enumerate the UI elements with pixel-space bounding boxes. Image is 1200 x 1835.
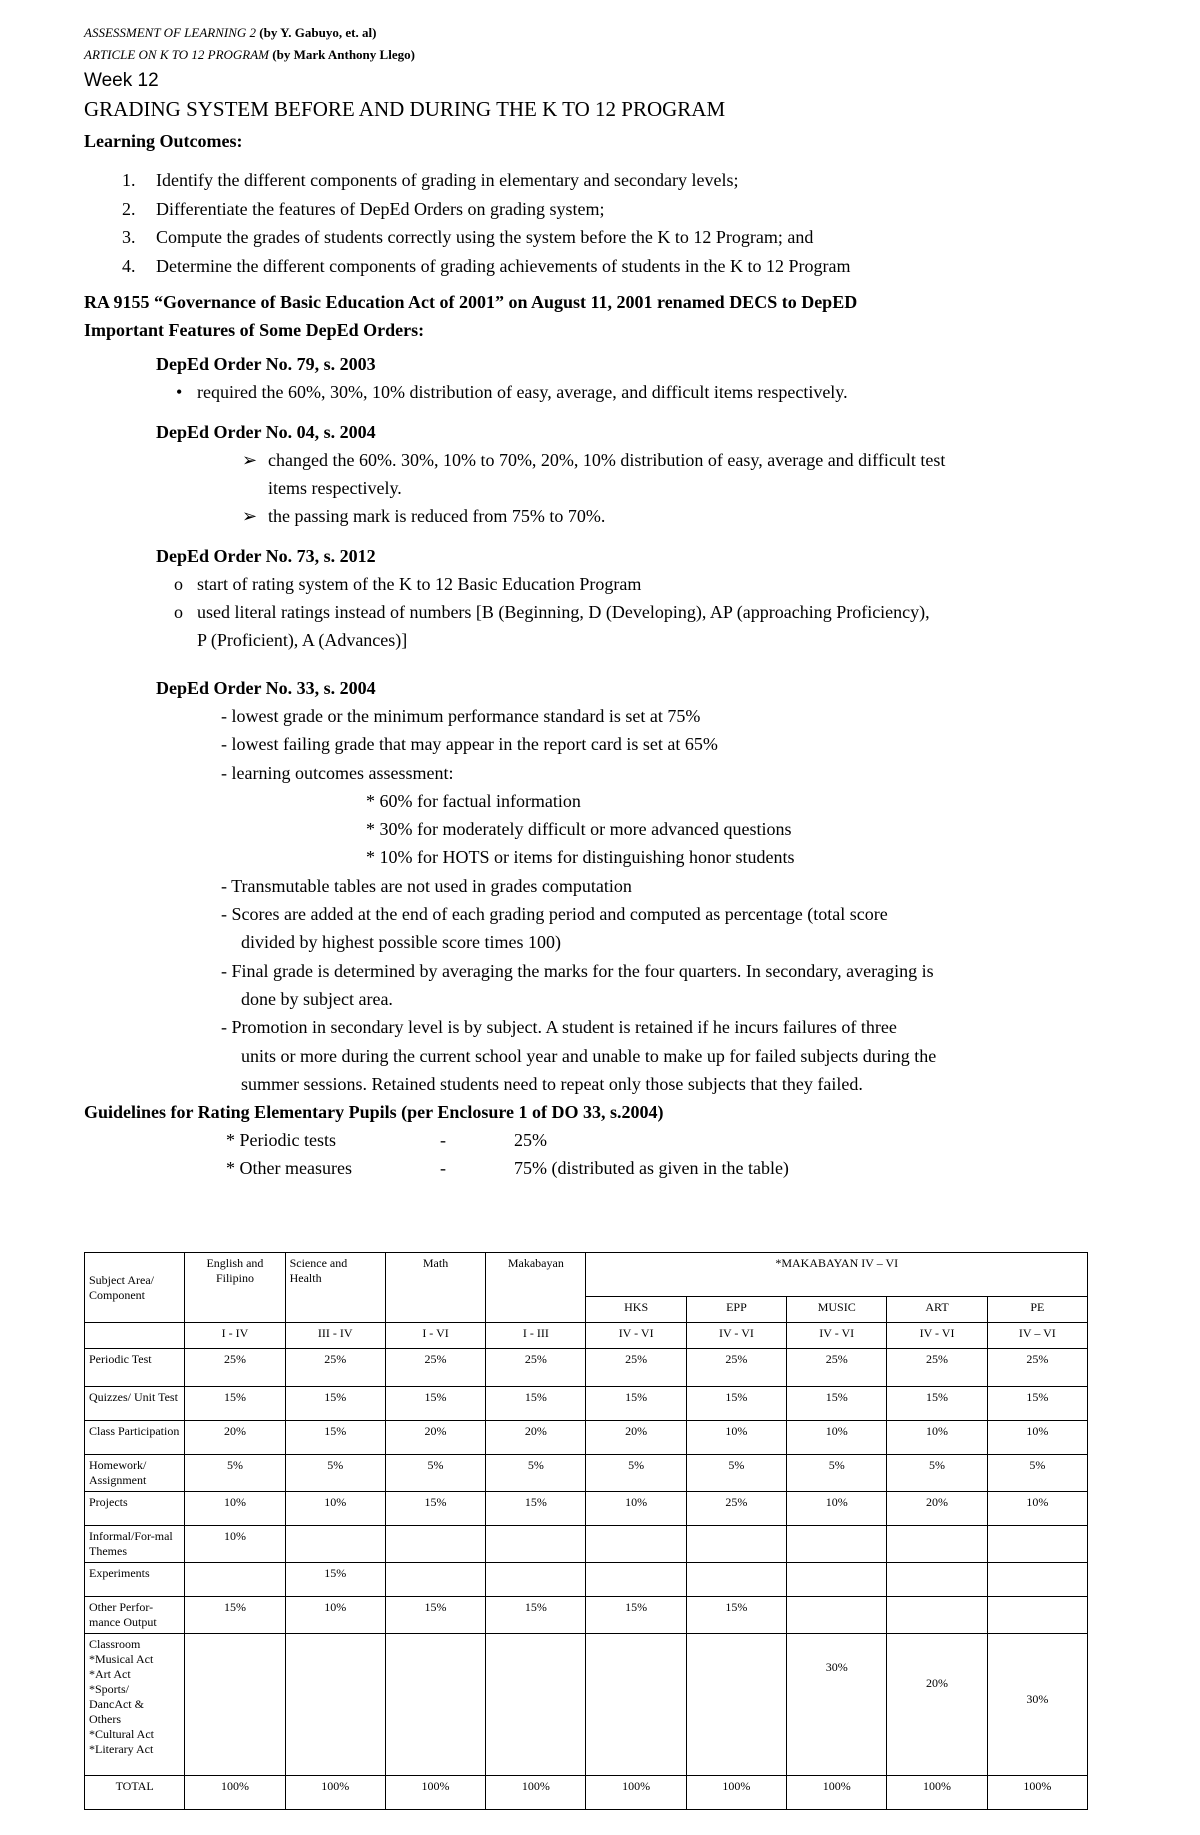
page-title: GRADING SYSTEM BEFORE AND DURING THE K TO 12 PROGRAM [84, 97, 726, 121]
item-number: 4. [122, 255, 136, 276]
row-label-line: *Literary Act [89, 1742, 154, 1756]
table-cell: 15% [385, 1387, 485, 1421]
table-row [85, 1349, 1088, 1387]
table-cell: 5% [787, 1455, 887, 1492]
table-cell: 15% [586, 1597, 686, 1634]
table-cell: 15% [987, 1387, 1087, 1421]
sub-rule-line: * 30% for moderately difficult or more advanced questions [366, 819, 792, 840]
item-text: Determine the different components of grading achievements of students in the K to 12 Program [156, 255, 851, 276]
guideline-value: 25% [514, 1130, 547, 1151]
table-cell: 100% [185, 1776, 285, 1810]
item-text: required the 60%, 30%, 10% distribution of easy, average, and difficult items respectively. [197, 382, 848, 402]
table-cell [586, 1563, 686, 1597]
table-cell [486, 1563, 586, 1597]
table-cell [85, 1323, 185, 1349]
table-cell: 100% [787, 1776, 887, 1810]
list-item-continuation [84, 474, 1124, 502]
table-cell: 25% [486, 1349, 586, 1387]
guideline-dash: - [440, 1158, 446, 1179]
table-cell [987, 1526, 1087, 1563]
table-cell: 100% [285, 1776, 385, 1810]
table-cell: 10% [185, 1526, 285, 1563]
table-cell: 100% [385, 1776, 485, 1810]
table-row [85, 1526, 1088, 1563]
rule-line-continuation: divided by highest possible score times 100) [241, 932, 561, 953]
guideline-row [84, 1126, 1124, 1154]
table-cell: 10% [185, 1492, 285, 1526]
article-author: (by Mark Anthony Llego) [272, 47, 415, 62]
list-item [84, 598, 1124, 626]
table-cell: 25% [385, 1349, 485, 1387]
article-header [84, 44, 1124, 66]
grade-level-cell: I - VI [385, 1323, 485, 1349]
table-row [85, 1492, 1088, 1526]
table-cell: 5% [285, 1455, 385, 1492]
rule-line: - lowest failing grade that may appear in the report card is set at 65% [221, 734, 718, 755]
rule-line: - learning outcomes assessment: [221, 762, 454, 783]
list-item [84, 252, 1124, 281]
table-cell: 25% [987, 1349, 1087, 1387]
table-cell [987, 1563, 1087, 1597]
bullet-icon: • [176, 382, 183, 402]
row-label-line: *Sports/ [89, 1682, 130, 1696]
circle-bullet-icon: o [174, 602, 183, 622]
table-header-cell: Science and Health [285, 1253, 385, 1323]
row-label [85, 1634, 185, 1776]
item-text: items respectively. [268, 478, 402, 498]
table-cell [686, 1526, 786, 1563]
table-row [85, 1387, 1088, 1421]
table-cell: 15% [285, 1387, 385, 1421]
table-cell: 15% [285, 1563, 385, 1597]
rule-line: - Final grade is determined by averaging the marks for the four quarters. In secondary, averaging is [221, 960, 934, 981]
arrow-bullet-icon: ➢ [242, 506, 258, 526]
order-33-title: DepEd Order No. 33, s. 2004 [156, 678, 376, 698]
order-73-title: DepEd Order No. 73, s. 2012 [156, 546, 376, 566]
table-cell: 15% [787, 1387, 887, 1421]
course-author: (by Y. Gabuyo, et. al) [259, 25, 377, 40]
table-cell: 15% [185, 1387, 285, 1421]
row-label: Homework/ Assignment [85, 1455, 185, 1492]
table-cell: 15% [486, 1597, 586, 1634]
rule-line: - Transmutable tables are not used in grades computation [221, 875, 632, 896]
table-cell: 20% [887, 1492, 987, 1526]
table-header-cell: EPP [686, 1297, 786, 1323]
grade-level-cell: IV - VI [887, 1323, 987, 1349]
list-item [84, 446, 1124, 474]
grade-level-cell: III - IV [285, 1323, 385, 1349]
table-cell: 15% [385, 1492, 485, 1526]
grade-level-cell: IV – VI [987, 1323, 1087, 1349]
list-item [84, 502, 1124, 530]
row-label-line: DancAct & [89, 1697, 144, 1711]
table-cell: 15% [486, 1492, 586, 1526]
table-cell: 25% [185, 1349, 285, 1387]
table-cell: 100% [987, 1776, 1087, 1810]
course-title: ASSESSMENT OF LEARNING 2 [84, 25, 257, 40]
item-text: used literal ratings instead of numbers [B (Beginning, D (Developing), AP (approaching Proficiency), [197, 602, 930, 622]
rule-line-continuation: units or more during the current school year and unable to make up for failed subjects during the [241, 1045, 937, 1066]
arrow-bullet-icon: ➢ [242, 450, 258, 470]
list-item-continuation [84, 626, 1124, 654]
guideline-label: * Periodic tests [226, 1130, 336, 1151]
table-cell [686, 1563, 786, 1597]
grade-level-row [85, 1323, 1088, 1349]
guideline-label: * Other measures [226, 1158, 352, 1179]
table-header-cell: Makabayan [486, 1253, 586, 1323]
table-cell: 5% [486, 1455, 586, 1492]
item-text: P (Proficient), A (Advances)] [197, 630, 408, 650]
table-header-cell: ART [887, 1297, 987, 1323]
table-cell [787, 1597, 887, 1634]
table-cell: 20% [385, 1421, 485, 1455]
order-04-title: DepEd Order No. 04, s. 2004 [156, 422, 376, 442]
article-title: ARTICLE ON K TO 12 PROGRAM [84, 47, 270, 62]
table-row [85, 1421, 1088, 1455]
table-cell: 5% [987, 1455, 1087, 1492]
rule-line: - lowest grade or the minimum performance standard is set at 75% [221, 706, 701, 726]
table-cell [185, 1563, 285, 1597]
table-row-classroom [85, 1634, 1088, 1776]
table-cell: 15% [385, 1597, 485, 1634]
row-label-line: Classroom [89, 1637, 141, 1651]
rule-line: - Promotion in secondary level is by subject. A student is retained if he incurs failures of three [221, 1017, 897, 1038]
table-cell: 15% [486, 1387, 586, 1421]
table-header-row [85, 1253, 1088, 1297]
row-label: Periodic Test [85, 1349, 185, 1387]
table-cell: 20% [586, 1421, 686, 1455]
table-cell: 10% [285, 1492, 385, 1526]
table-cell: 5% [385, 1455, 485, 1492]
learning-outcomes-heading: Learning Outcomes: [84, 131, 243, 151]
table-cell [887, 1526, 987, 1563]
row-label-line: Others [89, 1712, 121, 1726]
table-cell: 10% [787, 1421, 887, 1455]
table-cell: 10% [686, 1421, 786, 1455]
table-cell: 20% [887, 1634, 987, 1776]
learning-outcomes-list [84, 166, 1124, 280]
list-item [84, 223, 1124, 252]
table-cell: 100% [586, 1776, 686, 1810]
row-label-line: *Cultural Act [89, 1727, 154, 1741]
table-cell [787, 1563, 887, 1597]
grade-level-cell: I - IV [185, 1323, 285, 1349]
makabayan-group-header: *MAKABAYAN IV – VI [586, 1253, 1088, 1297]
table-cell [586, 1634, 686, 1776]
table-cell: 15% [586, 1387, 686, 1421]
list-item [84, 378, 1124, 406]
guideline-value: 75% (distributed as given in the table) [514, 1158, 789, 1179]
row-label: Quizzes/ Unit Test [85, 1387, 185, 1421]
table-header-cell: Math [385, 1253, 485, 1323]
table-cell: 100% [686, 1776, 786, 1810]
sub-rule-line: * 10% for HOTS or items for distinguishing honor students [366, 847, 795, 868]
item-text: Differentiate the features of DepEd Orders on grading system; [156, 198, 605, 219]
table-cell [385, 1526, 485, 1563]
rule-line-continuation: done by subject area. [241, 988, 393, 1009]
guideline-row [84, 1154, 1124, 1182]
item-text: start of rating system of the K to 12 Basic Education Program [197, 574, 642, 594]
table-cell: 10% [987, 1492, 1087, 1526]
guidelines-heading: Guidelines for Rating Elementary Pupils (per Enclosure 1 of DO 33, s.2004) [84, 1102, 664, 1123]
table-cell: 25% [686, 1492, 786, 1526]
row-label: Class Participation [85, 1421, 185, 1455]
grade-level-cell: IV - VI [686, 1323, 786, 1349]
table-cell: 5% [586, 1455, 686, 1492]
item-number: 2. [122, 198, 136, 219]
table-cell: 15% [285, 1421, 385, 1455]
table-cell: 15% [887, 1387, 987, 1421]
week-label: Week 12 [84, 70, 159, 91]
table-header-cell: English and Filipino [185, 1253, 285, 1323]
table-cell [586, 1526, 686, 1563]
grade-level-cell: IV - VI [586, 1323, 686, 1349]
row-label: Informal/For-mal Themes [85, 1526, 185, 1563]
table-cell [285, 1634, 385, 1776]
list-item [84, 166, 1124, 195]
table-cell [486, 1526, 586, 1563]
ra-9155-line: RA 9155 “Governance of Basic Education Act of 2001” on August 11, 2001 renamed DECS to DepED [84, 292, 858, 312]
table-cell: 25% [686, 1349, 786, 1387]
table-cell [987, 1597, 1087, 1634]
row-label: TOTAL [85, 1776, 185, 1810]
table-row [85, 1563, 1088, 1597]
row-label: Experiments [85, 1563, 185, 1597]
table-cell: 20% [486, 1421, 586, 1455]
table-cell: 30% [987, 1634, 1087, 1776]
row-label: Projects [85, 1492, 185, 1526]
item-text: the passing mark is reduced from 75% to 70%. [268, 506, 606, 526]
table-header-cell: HKS [586, 1297, 686, 1323]
row-label: Other Perfor-mance Output [85, 1597, 185, 1634]
table-cell: 30% [787, 1634, 887, 1776]
table-cell: 5% [686, 1455, 786, 1492]
sub-rule-line: * 60% for factual information [366, 790, 581, 811]
list-item [84, 195, 1124, 224]
table-cell: 25% [787, 1349, 887, 1387]
rule-line: - Scores are added at the end of each grading period and computed as percentage (total score [221, 904, 888, 925]
item-text: changed the 60%. 30%, 10% to 70%, 20%, 10% distribution of easy, average and difficult test [268, 450, 946, 470]
order-79-title: DepEd Order No. 79, s. 2003 [156, 354, 376, 374]
features-heading: Important Features of Some DepEd Orders: [84, 320, 425, 340]
table-cell: 5% [887, 1455, 987, 1492]
guideline-dash: - [440, 1130, 446, 1151]
list-item [84, 570, 1124, 598]
table-cell [887, 1597, 987, 1634]
table-header-cell: PE [987, 1297, 1087, 1323]
table-cell: 10% [887, 1421, 987, 1455]
table-cell: 25% [586, 1349, 686, 1387]
table-cell [787, 1526, 887, 1563]
document-page [84, 22, 1124, 1182]
table-cell [486, 1634, 586, 1776]
row-label-line: *Musical Act [89, 1652, 154, 1666]
item-number: 3. [122, 227, 136, 247]
table-cell: 25% [887, 1349, 987, 1387]
table-cell [185, 1634, 285, 1776]
item-text: Compute the grades of students correctly using the system before the K to 12 Program; and [156, 227, 814, 247]
table-cell: 25% [285, 1349, 385, 1387]
grade-level-cell: I - III [486, 1323, 586, 1349]
table-cell: 10% [787, 1492, 887, 1526]
table-cell: 15% [686, 1387, 786, 1421]
circle-bullet-icon: o [174, 574, 183, 594]
table-cell: 100% [486, 1776, 586, 1810]
item-text: Identify the different components of grading in elementary and secondary levels; [156, 170, 739, 190]
table-row [85, 1597, 1088, 1634]
table-cell: 10% [586, 1492, 686, 1526]
table-cell: 15% [686, 1597, 786, 1634]
table-cell: 5% [185, 1455, 285, 1492]
table-cell [887, 1563, 987, 1597]
table-corner-cell: Subject Area/ Component [85, 1253, 185, 1323]
grading-components-table [84, 1252, 1088, 1810]
table-cell [686, 1634, 786, 1776]
table-cell: 20% [185, 1421, 285, 1455]
course-header [84, 22, 1124, 44]
grade-level-cell: IV - VI [787, 1323, 887, 1349]
item-number: 1. [122, 170, 136, 190]
row-label-line: *Art Act [89, 1667, 131, 1681]
table-row-total [85, 1776, 1088, 1810]
table-header-cell: MUSIC [787, 1297, 887, 1323]
rule-line-continuation: summer sessions. Retained students need to repeat only those subjects that they failed. [241, 1073, 863, 1094]
table-cell [285, 1526, 385, 1563]
table-cell: 15% [185, 1597, 285, 1634]
table-cell: 10% [987, 1421, 1087, 1455]
table-row [85, 1455, 1088, 1492]
table-body [85, 1349, 1088, 1634]
table-cell [385, 1563, 485, 1597]
table-cell: 100% [887, 1776, 987, 1810]
table-cell [385, 1634, 485, 1776]
table-cell: 10% [285, 1597, 385, 1634]
